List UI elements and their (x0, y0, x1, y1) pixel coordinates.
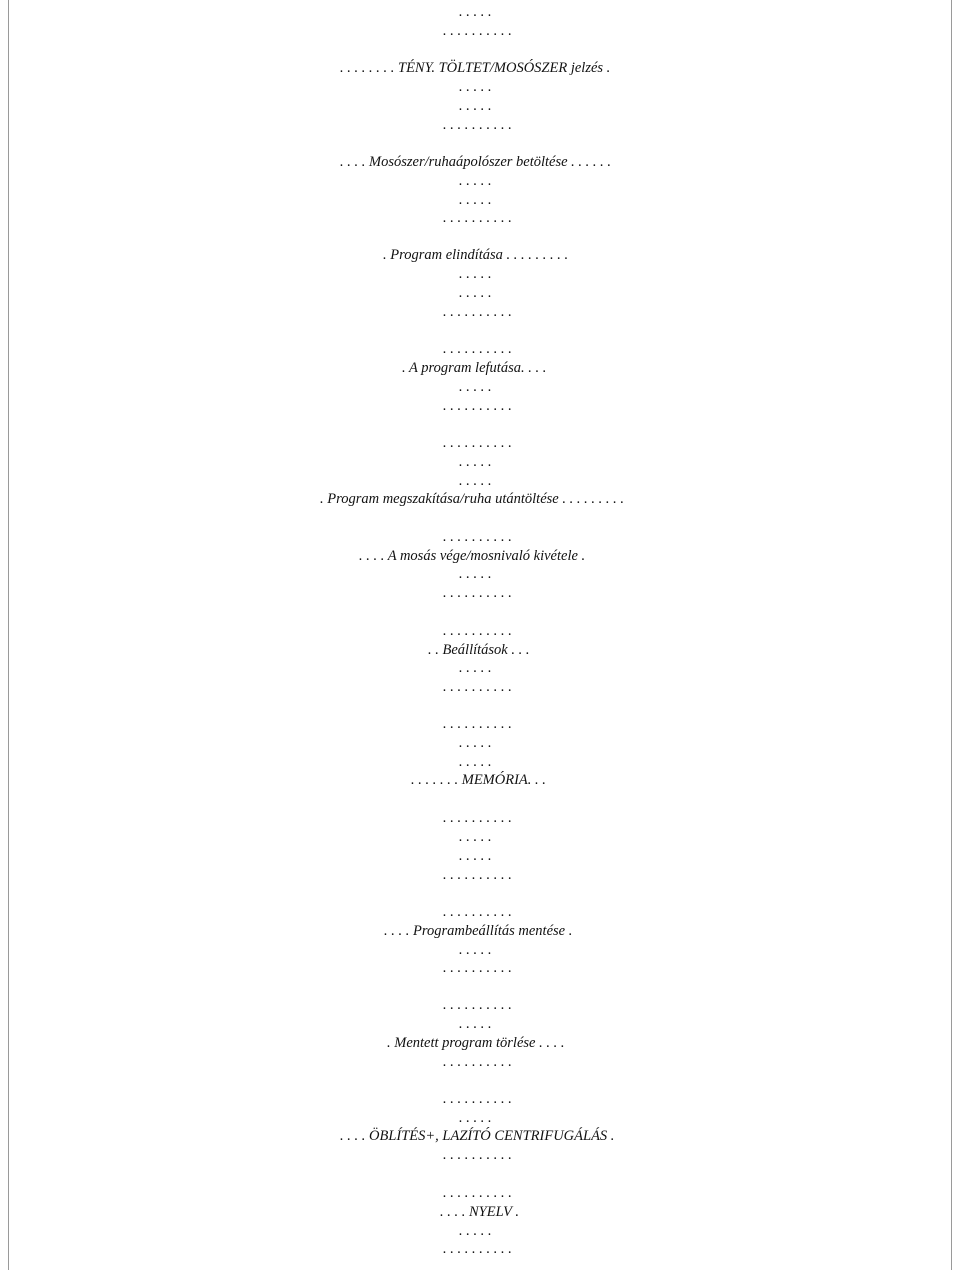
toc-line: . . . . . . . . . . (443, 867, 512, 883)
toc-line: . . . . . (459, 454, 492, 470)
toc-line: . . . . . . . . . . (443, 341, 512, 357)
toc-line: . . . . . . . . . . (443, 1241, 512, 1257)
toc-line: . . . . . . . . . . (443, 997, 512, 1013)
toc-line: . . . . . (459, 942, 492, 958)
toc-line: . . . . . (459, 566, 492, 582)
toc-line: . . . . . . . . . . (443, 398, 512, 414)
toc-entry-mentett-program-torlese: . Mentett program törlése . . . . (387, 1035, 565, 1051)
toc-line: . . . . . . . . . . (443, 304, 512, 320)
toc-line: . . . . . . . . . . (443, 1054, 512, 1070)
toc-line: . . . . . . . . . . (443, 1185, 512, 1201)
toc-line: . . . . . . . . . . (443, 210, 512, 226)
toc-line: . . . . . (459, 829, 492, 845)
toc-entry-programbeallitas-mentese: . . . . Programbeállítás mentése . (384, 923, 573, 939)
toc-line: . . . . . . . . . . (443, 529, 512, 545)
toc-line: . . . . . . . . . . (443, 810, 512, 826)
toc-line: . . . . . (459, 192, 492, 208)
toc-line: . . . . . . . . . . (443, 435, 512, 451)
toc-line: . . . . . . . . . . (443, 1091, 512, 1107)
toc-line: . . . . . (459, 1016, 492, 1032)
toc-line: . . . . . . . . . . (443, 117, 512, 133)
toc-entry-nyelv: . . . . NYELV . (440, 1204, 519, 1220)
toc-line: . . . . . (459, 1110, 492, 1126)
toc-line: . . . . . . . . . . (443, 1147, 512, 1163)
toc-entry-memoria: . . . . . . . MEMÓRIA. . . (411, 772, 546, 788)
toc-line: . . . . . . . . . . (443, 585, 512, 601)
right-margin-rule (951, 0, 952, 1270)
toc-entry-beallitasok: . . Beállítások . . . (428, 642, 530, 658)
toc-line: . . . . . . . . . . (443, 679, 512, 695)
toc-line: . . . . . . . . . . (443, 23, 512, 39)
toc-line: . . . . . (459, 285, 492, 301)
toc-line: . . . . . (459, 735, 492, 751)
toc-line: . . . . . . . . . . (443, 960, 512, 976)
toc-line: . . . . . (459, 79, 492, 95)
toc-line: . . . . . . . . . . (443, 716, 512, 732)
toc-line: . . . . . (459, 473, 492, 489)
toc-entry-oblites-lazito: . . . . ÖBLÍTÉS+, LAZÍTÓ CENTRIFUGÁLÁS . (340, 1128, 615, 1144)
toc-line: . . . . . . . . . . (443, 623, 512, 639)
toc-line: . . . . . (459, 4, 492, 20)
toc-line: . . . . . (459, 98, 492, 114)
toc-entry-mososzer-betoltese: . . . . Mosószer/ruhaápolószer betöltése . . . . . . (340, 154, 612, 170)
toc-entry-program-elinditasa: . Program elindítása . . . . . . . . . (383, 247, 569, 263)
toc-line: . . . . . (459, 1223, 492, 1239)
toc-line: . . . . . (459, 173, 492, 189)
toc-entry-program-megszakitasa: . Program megszakítása/ruha utántöltése . . . . . . . . . (320, 491, 624, 507)
toc-line: . . . . . . . . . . (443, 904, 512, 920)
toc-entry-mosas-vege: . . . . A mosás vége/mosnivaló kivétele . (359, 548, 586, 564)
toc-line: . . . . . (459, 848, 492, 864)
toc-line: . . . . . (459, 660, 492, 676)
toc-entry-program-lefutasa: . A program lefutása. . . . (402, 360, 547, 376)
toc-entry-teny-toltet: . . . . . . . . TÉNY. TÖLTET/MOSÓSZER jelzés . (340, 60, 611, 76)
toc-line: . . . . . (459, 379, 492, 395)
toc-line: . . . . . (459, 754, 492, 770)
toc-line: . . . . . (459, 266, 492, 282)
left-margin-rule (8, 0, 9, 1270)
